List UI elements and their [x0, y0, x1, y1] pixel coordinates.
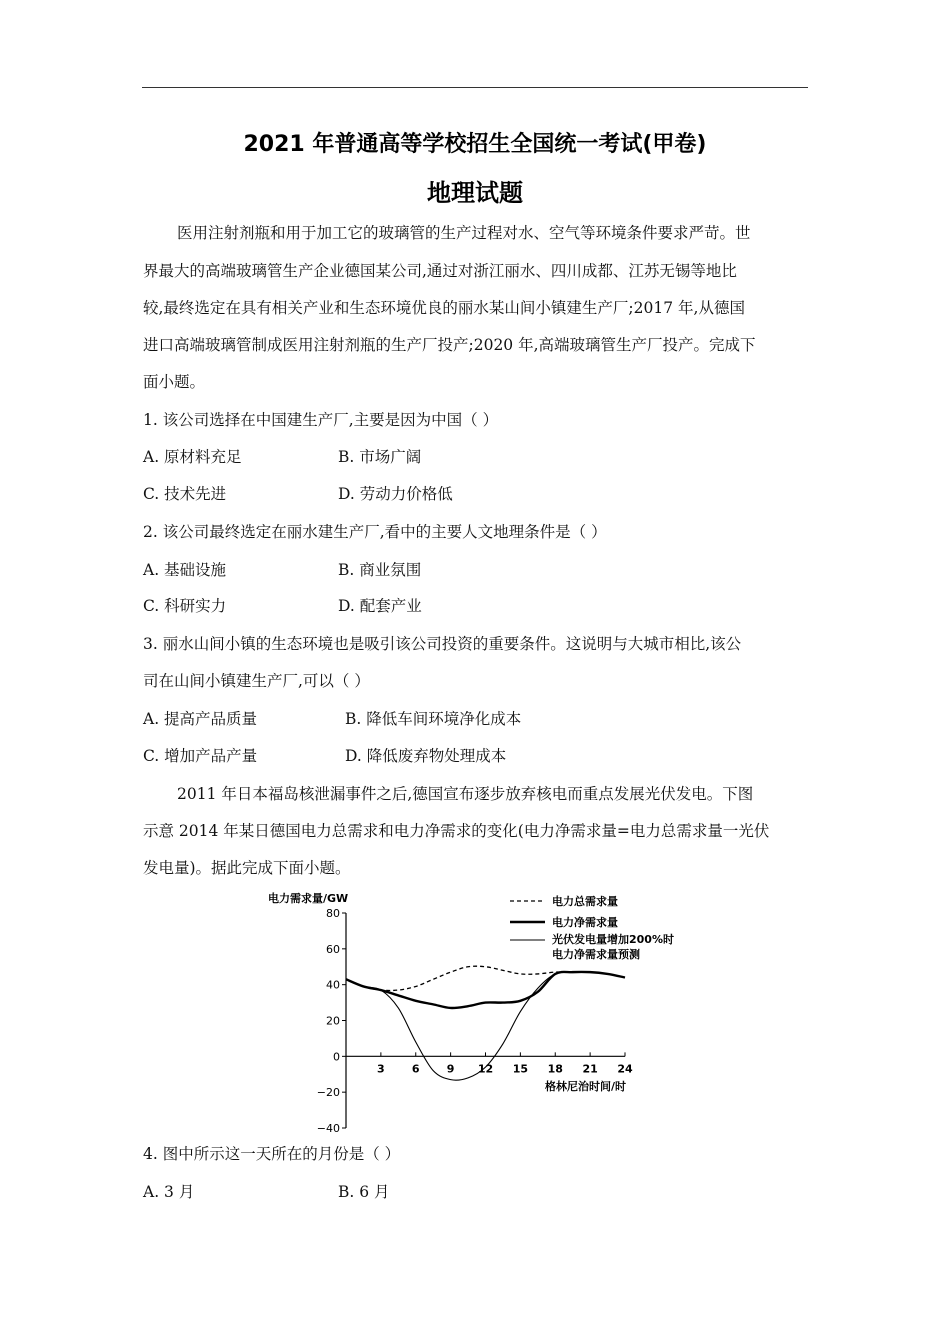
passage2-line: 示意 2014 年某日德国电力总需求和电力净需求的变化(电力净需求量=电力总需求量一光伏 [143, 822, 770, 840]
q1-option-d: D. 劳动力价格低 [338, 485, 453, 503]
passage2-line: 2011 年日本福岛核泄漏事件之后,德国宣布逐步放弃核电而重点发展光伏发电。下图 [177, 785, 754, 803]
q2-option-a: A. 基础设施 [143, 561, 227, 579]
total-demand-line [346, 966, 625, 990]
y-tick-label: 80 [326, 907, 340, 920]
x-tick-label: 6 [411, 1062, 420, 1076]
q2-option-c: C. 科研实力 [143, 597, 227, 615]
y-tick-label: 40 [326, 978, 340, 992]
q4-option-b: B. 6 月 [338, 1183, 390, 1201]
legend-total-label: 电力总需求量 [552, 895, 618, 908]
exam-subtitle: 地理试题 [427, 179, 523, 207]
question-1-stem: 1. 该公司选择在中国建生产厂,主要是因为中国（ ） [143, 411, 499, 429]
q2-option-b: B. 商业氛围 [338, 561, 422, 579]
question-4-stem: 4. 图中所示这一天所在的月份是（ ） [143, 1145, 401, 1163]
legend-net-label: 电力净需求量 [552, 916, 618, 929]
q1-option-c: C. 技术先进 [143, 485, 227, 503]
q1-option-b: B. 市场广阔 [338, 448, 422, 466]
question-3-stem: 3. 丽水山间小镇的生态环境也是吸引该公司投资的重要条件。这说明与大城市相比,该公 [143, 635, 742, 653]
exam-title: 2021 年普通高等学校招生全国统一考试(甲卷) [243, 132, 707, 157]
passage1-line: 面小题。 [143, 373, 206, 391]
question-2-stem: 2. 该公司最终选定在丽水建生产厂,看中的主要人文地理条件是（ ） [143, 523, 607, 541]
y-tick-label: 0 [333, 1050, 340, 1064]
q4-option-a: A. 3 月 [143, 1183, 195, 1201]
y-tick-label: 20 [326, 1014, 340, 1028]
passage2-line: 发电量)。据此完成下面小题。 [143, 859, 351, 877]
legend-pred-label-2: 电力净需求量预测 [552, 948, 640, 961]
legend-pred-label-1: 光伏发电量增加200%时 [552, 933, 674, 946]
passage1-line: 界最大的高端玻璃管生产企业德国某公司,通过对浙江丽水、四川成都、江苏无锡等地比 [143, 262, 737, 280]
passage1-line: 医用注射剂瓶和用于加工它的玻璃管的生产过程对水、空气等环境条件要求严苛。世 [177, 224, 751, 242]
x-tick-label: 18 [547, 1062, 563, 1076]
x-tick-label: 9 [446, 1062, 455, 1076]
passage1-line: 进口高端玻璃管制成医用注射剂瓶的生产厂投产;2020 年,高端玻璃管生产厂投产。完成下 [143, 336, 756, 354]
y-tick-label: 60 [326, 942, 340, 956]
x-axis-label: 格林尼治时间/时 [545, 1080, 627, 1093]
q2-option-d: D. 配套产业 [338, 597, 422, 615]
passage1-line: 较,最终选定在具有相关产业和生态环境优良的丽水某山间小镇建生产厂;2017 年,从德国 [143, 299, 745, 317]
q3-option-d: D. 降低废弃物处理成本 [345, 747, 507, 765]
y-tick-label: −40 [316, 1122, 340, 1135]
y-axis-label: 电力需求量/GW [268, 892, 349, 905]
x-tick-label: 12 [477, 1062, 494, 1076]
x-tick-label: 21 [582, 1062, 598, 1076]
q3-option-c: C. 增加产品产量 [143, 747, 258, 765]
x-tick-label: 3 [377, 1062, 385, 1076]
q3-option-a: A. 提高产品质量 [143, 710, 258, 728]
x-tick-label: 15 [512, 1062, 529, 1076]
q3-option-b: B. 降低车间环境净化成本 [345, 710, 522, 728]
q1-option-a: A. 原材料充足 [143, 448, 242, 466]
x-tick-label: 24 [617, 1062, 633, 1076]
y-tick-label: −20 [316, 1086, 340, 1100]
question-3-stem-cont: 司在山间小镇建生产厂,可以（ ） [143, 672, 370, 690]
